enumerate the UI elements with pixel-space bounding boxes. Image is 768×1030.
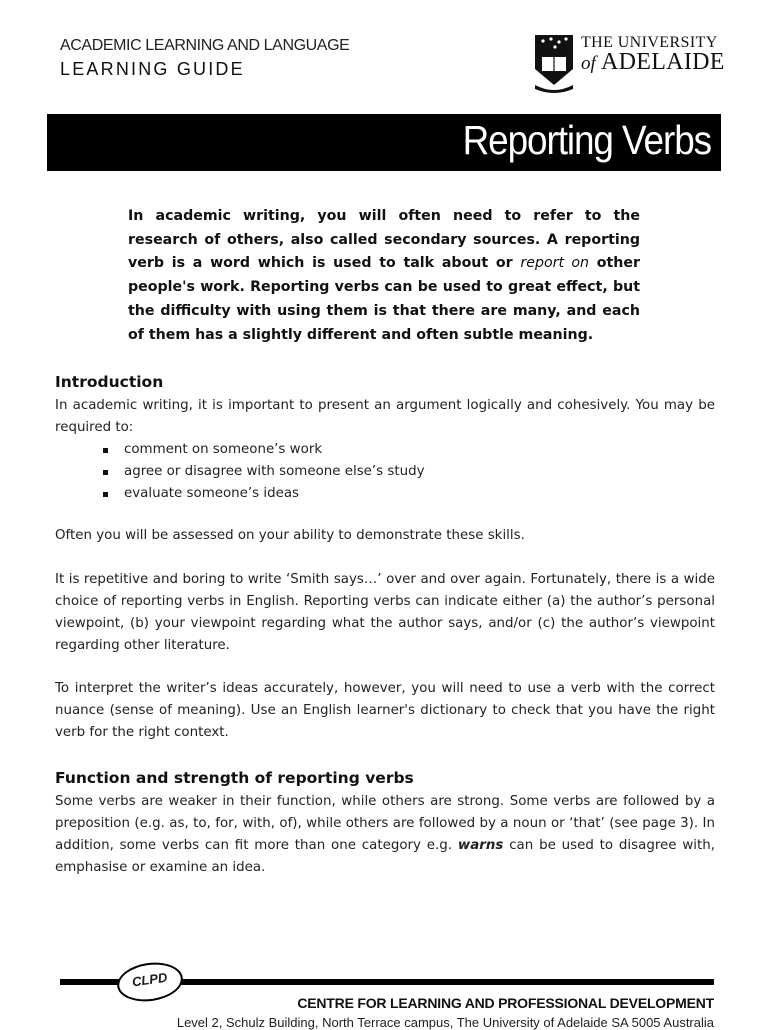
function-emphasis: warns [457,838,504,854]
logo-text-of: of [581,53,596,74]
function-text-before: Some verbs are weaker in their function, while others are strong. Some verbs are followed by a preposition (e.g. as, to, for, with, of), while others are followed by a noun or ‘that’ (see page 3). In addition, some verbs can fit more than one category e.g. [55,794,715,854]
skills-list [100,439,425,505]
clpd-badge-label: CLPD [131,969,169,990]
list-item: comment on someone’s work [100,439,425,461]
paragraph-assessment: Often you will be assessed on your ability to demonstrate these skills. [55,528,525,543]
introduction-heading: Introduction [55,373,164,391]
header-department: ACADEMIC LEARNING AND LANGUAGE [60,37,350,54]
university-logo [533,33,723,95]
list-item: agree or disagree with someone else’s study [100,461,425,483]
function-heading: Function and strength of reporting verbs [55,769,414,787]
intro-text-before: In academic writing, you will often need to refer to the research of others, also called secondary sources. A reporting verb is a word which is used to talk about or [128,208,640,272]
introduction-lead: In academic writing, it is important to present an argument logically and cohesively. You may be required to: [55,398,715,436]
function-text-after: can be used to disagree with, emphasise or examine an idea. [55,838,715,876]
list-item: evaluate someone’s ideas [100,483,425,505]
footer-address: Level 2, Schulz Building, North Terrace campus, The University of Adelaide SA 5005 Australia [176,1015,714,1030]
intro-text-after: other people's work. Reporting verbs can be used to great effect, but the difficulty with using them is that there are many, and each of them has a slightly different and often subtle meaning. [128,255,640,343]
function-paragraph [55,791,715,879]
footer-centre-name: CENTRE FOR LEARNING AND PROFESSIONAL DEVELOPMENT [297,995,714,1011]
page-title: Reporting Verbs [462,117,711,163]
paragraph-interpret: To interpret the writer’s ideas accurately, however, you will need to use a verb with the correct nuance (sense of meaning). Use an English learner's dictionary to check that you have the right verb for the right context. [55,681,715,741]
intro-paragraph [128,205,640,347]
logo-text-line2: ADELAIDE [601,49,725,75]
university-crest-icon [533,33,575,93]
header-guide-label: LEARNING GUIDE [60,59,245,79]
intro-emphasis: report on [520,255,590,272]
clpd-badge [115,959,186,1006]
title-banner [47,114,721,171]
logo-text-line1: THE UNIVERSITY [581,34,718,51]
paragraph-repetition: It is repetitive and boring to write ‘Smith says…’ over and over again. Fortunately, there is a wide choice of reporting verbs in English. Reporting verbs can indicate either (a) the author’s personal viewpoint, (b) your viewpoint regarding what the author says, and/or (c) the author’s viewpoint regarding other literature. [55,572,715,654]
